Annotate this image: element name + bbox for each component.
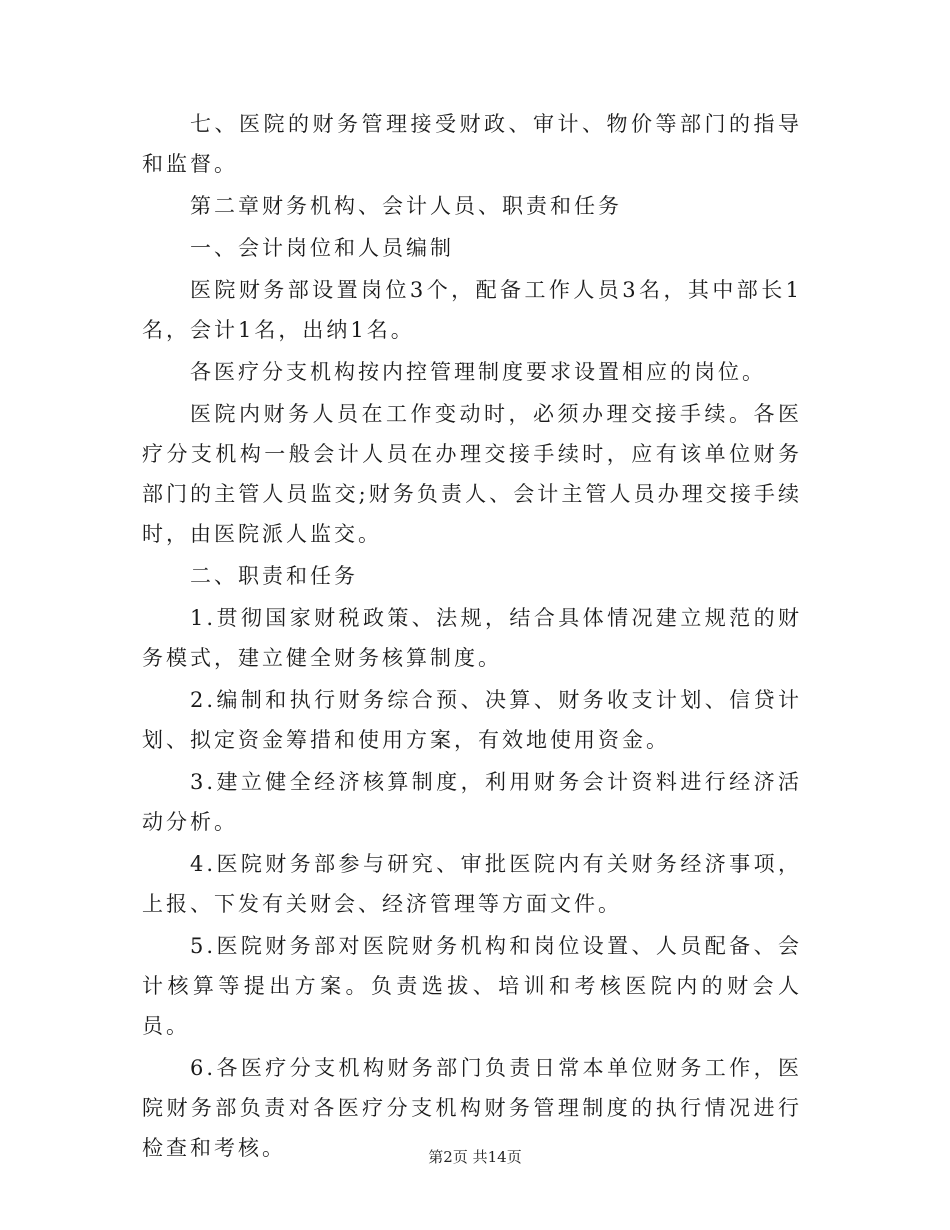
chapter-title: 第二章财务机构、会计人员、职责和任务 xyxy=(190,194,622,218)
duty-item-2: 2.编制和执行财务综合预、决算、财务收支计划、信贷计划、拟定资金筹措和使用方案，有效地使用资金。 xyxy=(142,688,802,752)
duty-item-5: 5.医院财务部对医院财务机构和岗位设置、人员配备、会计核算等提出方案。负责选拔、培训和考核医院内的财会人员。 xyxy=(142,934,802,1038)
duty-item-1: 1.贯彻国家财税政策、法规，结合具体情况建立规范的财务模式，建立健全财务核算制度。 xyxy=(142,606,802,670)
section-heading-positions: 一、会计岗位和人员编制 xyxy=(190,236,454,260)
duty-item-4: 4.医院财务部参与研究、审批医院内有关财务经济事项，上报、下发有关财会、经济管理等方面文件。 xyxy=(142,852,802,916)
paragraph-handover: 医院内财务人员在工作变动时，必须办理交接手续。各医疗分支机构一般会计人员在办理交接手续时，应有该单位财务部门的主管人员监交;财务负责人、会计主管人员办理交接手续时，由医院派人监交。 xyxy=(142,402,802,546)
document-body xyxy=(142,104,802,1170)
duty-item-6: 6.各医疗分支机构财务部门负责日常本单位财务工作，医院财务部负责对各医疗分支机构财务管理制度的执行情况进行检查和考核。 xyxy=(142,1056,802,1160)
duty-item-3: 3.建立健全经济核算制度，利用财务会计资料进行经济活动分析。 xyxy=(142,770,802,834)
paragraph-supervision: 七、医院的财务管理接受财政、审计、物价等部门的指导和监督。 xyxy=(142,112,802,176)
paragraph-staffing: 医院财务部设置岗位3个，配备工作人员3名，其中部长1名，会计1名，出纳1名。 xyxy=(142,278,802,342)
section-heading-duties: 二、职责和任务 xyxy=(190,564,358,588)
paragraph-branch-positions: 各医疗分支机构按内控管理制度要求设置相应的岗位。 xyxy=(190,360,766,384)
page-number-footer: 第2页 共14页 xyxy=(428,1148,522,1166)
